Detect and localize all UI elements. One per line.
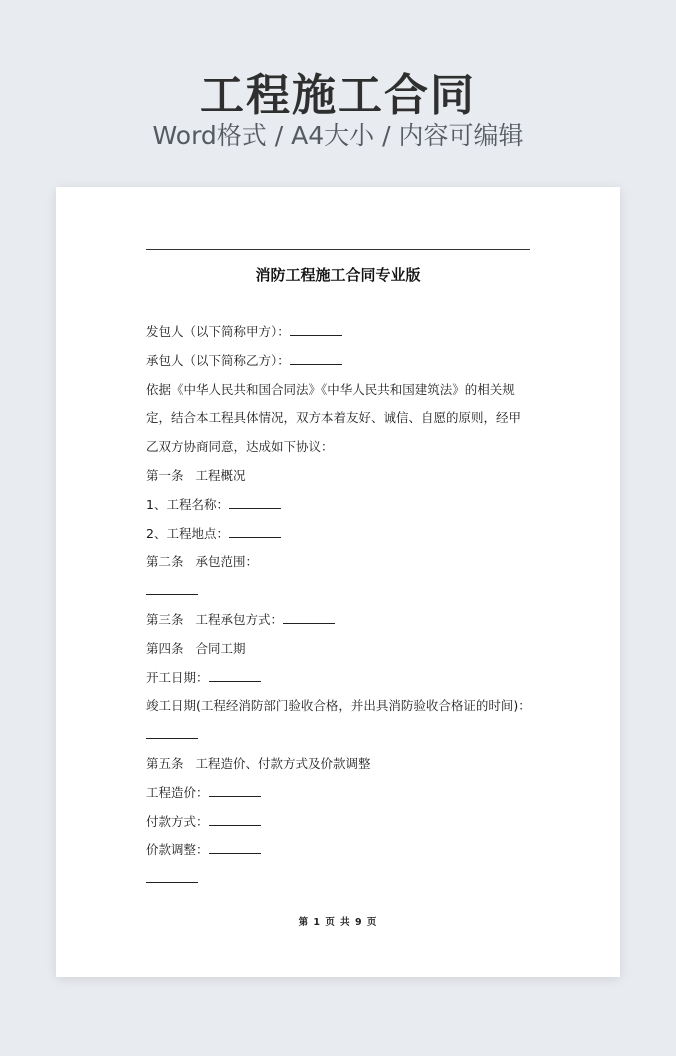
start-date-label: 开工日期：: [146, 669, 209, 685]
project-name-label: 1、工程名称：: [146, 496, 229, 512]
document-title: 消防工程施工合同专业版: [255, 266, 421, 284]
article-2-number: 第二条: [146, 554, 184, 570]
final-blank-line: [146, 869, 546, 898]
scope-blank-line: [146, 581, 546, 610]
article-2-heading: [146, 552, 546, 581]
project-location-line: [146, 524, 546, 553]
completion-date-line: 竣工日期(工程经消防部门验收合格，并出具消防验收合格证的时间)：: [146, 698, 531, 714]
payment-blank: [209, 812, 261, 826]
cost-blank: [209, 783, 261, 797]
project-location-label: 2、工程地点：: [146, 525, 229, 541]
cost-label: 工程造价：: [146, 784, 209, 800]
article-5-heading: [146, 754, 546, 783]
adjustment-blank: [209, 840, 261, 854]
final-blank: [146, 869, 198, 883]
basis-line-2: 定，结合本工程具体情况，双方本着友好、诚信、自愿的原则，经甲: [146, 410, 522, 426]
project-name-blank: [229, 495, 281, 509]
completion-date-blank: [146, 725, 198, 739]
party-a-blank: [290, 322, 342, 336]
article-3-number: 第三条: [146, 611, 184, 627]
article-1-title: 工程概况: [195, 467, 246, 483]
page-footer: 第 1 页 共 9 页: [298, 917, 378, 928]
party-b-label: 承包人（以下简称乙方）：: [146, 352, 290, 368]
start-date-blank: [209, 668, 261, 682]
party-a-label: 发包人（以下简称甲方）：: [146, 324, 290, 339]
article-1-number: 第一条: [146, 467, 184, 483]
article-5-number: 第五条: [146, 755, 184, 771]
banner-title: 工程施工合同: [200, 70, 476, 121]
cost-line: [146, 783, 546, 812]
project-name-line: [146, 495, 546, 524]
payment-line: [146, 812, 546, 841]
article-4-title: 合同工期: [195, 640, 246, 656]
article-3-title: 工程承包方式：: [195, 611, 284, 627]
document-page: [56, 187, 620, 977]
start-date-line: [146, 668, 546, 697]
project-location-blank: [229, 524, 281, 538]
article-4-heading: [146, 639, 546, 668]
party-b-line: [146, 351, 546, 380]
article-2-title: 承包范围：: [195, 554, 259, 570]
basis-line-1: 依据《中华人民共和国合同法》《中华人民共和国建筑法》的相关规: [146, 381, 515, 397]
payment-label: 付款方式：: [146, 813, 209, 829]
article-4-number: 第四条: [146, 640, 184, 656]
article-5-title: 工程造价、付款方式及价款调整: [195, 755, 371, 771]
header-rule: [146, 249, 530, 250]
completion-blank-line: [146, 725, 546, 754]
adjustment-line: [146, 840, 546, 869]
basis-line-3: 乙双方协商同意，达成如下协议：: [146, 439, 334, 455]
adjustment-label: 价款调整：: [146, 842, 209, 858]
article-3-heading: [146, 610, 546, 639]
scope-blank: [146, 581, 198, 595]
document-body: [146, 322, 546, 898]
party-a-line: [146, 322, 546, 351]
party-b-blank: [290, 351, 342, 365]
article-1-heading: [146, 466, 546, 495]
banner-subtitle: Word格式 / A4大小 / 内容可编辑: [152, 121, 524, 150]
contract-method-blank: [283, 610, 335, 624]
